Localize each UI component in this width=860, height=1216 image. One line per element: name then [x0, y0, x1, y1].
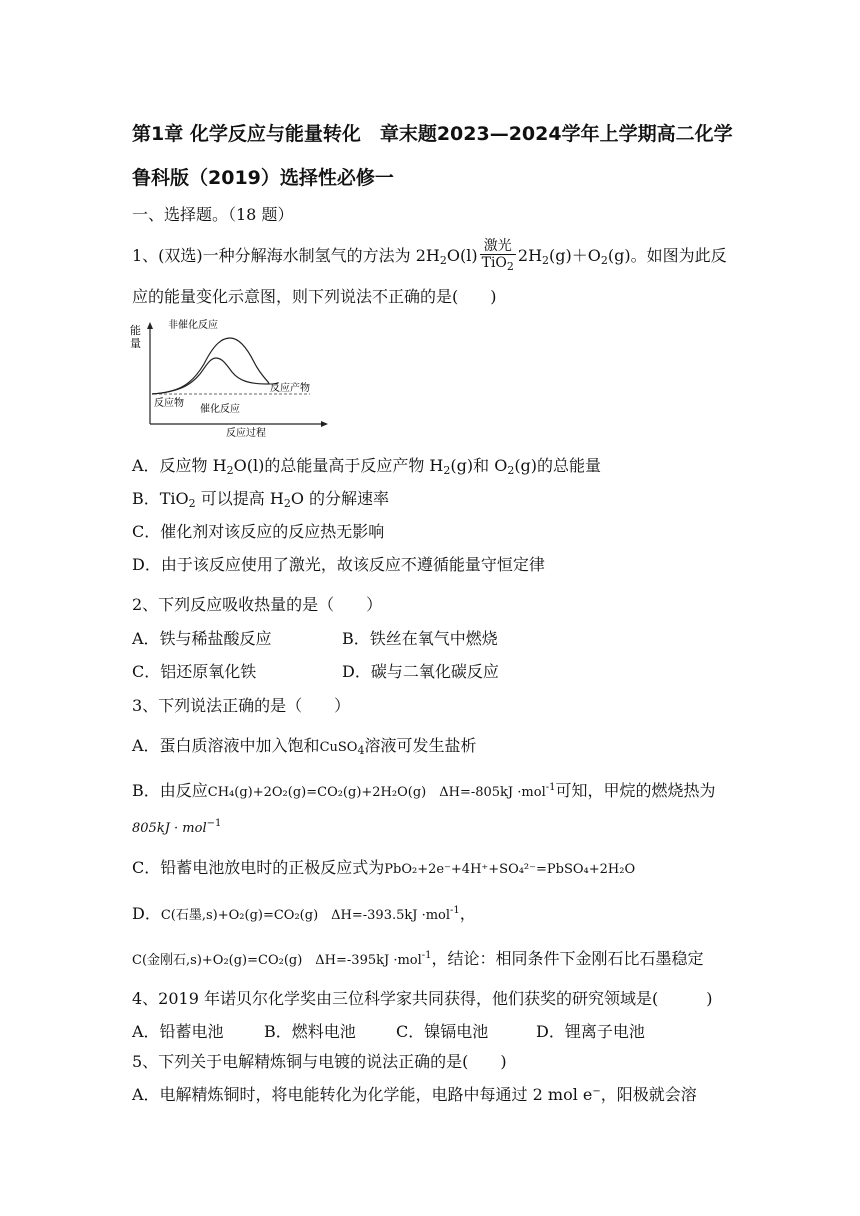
q4-options — [132, 1019, 645, 1042]
q2-options-row1 — [132, 626, 498, 649]
uncatalyzed-curve — [152, 338, 269, 394]
q4-option-c: C．镍镉电池 — [396, 1022, 489, 1041]
q1-option-d: D．由于该反应使用了激光，故该反应不遵循能量守恒定律 — [132, 555, 545, 574]
reactant-label: 反应物 — [154, 398, 184, 409]
q2-option-c: C．铝还原氧化铁 — [132, 662, 257, 681]
section-heading: 一、选择题。（18 题） — [132, 205, 294, 224]
q4-option-a: A．铅蓄电池 — [132, 1022, 224, 1041]
q3-stem: 3、下列说法正确的是（ ） — [132, 696, 351, 715]
uncatalyzed-label: 非催化反应 — [168, 320, 218, 331]
q5-stem: 5、下列关于电解精炼铜与电镀的说法正确的是( ) — [132, 1052, 507, 1071]
energy-diagram — [128, 316, 328, 440]
reaction-condition: $\frac{\text{激光}}{TiO_2}$ — [481, 238, 514, 273]
q1-option-b: B．TiO$_2$ 可以提高 $H_2O$ 的分解速率 — [132, 489, 390, 510]
q4-option-b: B．燃料电池 — [264, 1022, 356, 1041]
catalyzed-label: 催化反应 — [200, 404, 240, 415]
q2-option-a: A．铁与稀盐酸反应 — [132, 629, 272, 648]
q2-option-d: D．碳与二氧化碳反应 — [342, 662, 499, 681]
q1-option-a: A．反应物 $H_2O(l)$的总能量高于反应产物 $H_2(g)$和 $O_2(g)$的总能量 — [132, 456, 602, 477]
x-axis-arrow — [321, 421, 328, 427]
q2-stem: 2、下列反应吸收热量的是（ ） — [132, 595, 383, 614]
q3-option-b-line2: 805kJ · mol$^{-1}$ — [132, 818, 222, 836]
catalyzed-curve — [152, 358, 268, 394]
y-label-1: 能 — [130, 324, 141, 337]
q2-options-row2 — [132, 659, 499, 682]
q3-option-d-line2: C(金刚石,s)+O₂(g)=CO₂(g) ΔH=-395kJ ·mol$^{-1}$，结论：相同条件下金刚石比石墨稳定 — [132, 949, 704, 968]
page-title: 第1章 化学反应与能量转化 章末题2023—2024学年上学期高二化学鲁科版（2019）选择性必修一 — [132, 123, 733, 189]
q3-option-b: B．由反应CH₄(g)+2O₂(g)=CO₂(g)+2H₂O(g) ΔH=-805kJ ·mol$^{-1}$可知，甲烷的燃烧热为 — [132, 781, 716, 800]
q3-option-c: C．铅蓄电池放电时的正极反应式为PbO₂+2e⁻+4H⁺+SO₄²⁻=PbSO₄+2H₂O — [132, 858, 636, 877]
y-axis-arrow — [147, 322, 153, 329]
x-label: 反应过程 — [226, 428, 266, 439]
product-label: 反应产物 — [270, 383, 310, 394]
q1-stem: 1、(双选)一种分解海水制氢气的方法为 $2H_2O(l)$ $\frac{\text{激光}}{TiO_2}$ $2H_2(g)+O_2(g)$。如图为此反 — [132, 238, 727, 273]
q4-stem: 4、2019 年诺贝尔化学奖由三位科学家共同获得，他们获奖的研究领域是( ) — [132, 989, 713, 1008]
q3-option-d: D．C(石墨,s)+O₂(g)=CO₂(g) ΔH=-393.5kJ ·mol$^{-1}$， — [132, 904, 476, 923]
y-label-2: 量 — [130, 337, 141, 350]
q3-option-a: A．蛋白质溶液中加入饱和CuSO$_4$溶液可发生盐析 — [132, 736, 477, 757]
q1-stem-line2: 应的能量变化示意图，则下列说法不正确的是( ) — [132, 287, 497, 306]
q5-option-a: A．电解精炼铜时，将电能转化为化学能，电路中每通过 2 mol e−，阳极就会溶 — [132, 1085, 697, 1104]
q4-option-d: D．锂离子电池 — [536, 1022, 645, 1041]
q1-option-c: C．催化剂对该反应的反应热无影响 — [132, 522, 385, 541]
q2-option-b: B．铁丝在氧气中燃烧 — [342, 629, 498, 648]
